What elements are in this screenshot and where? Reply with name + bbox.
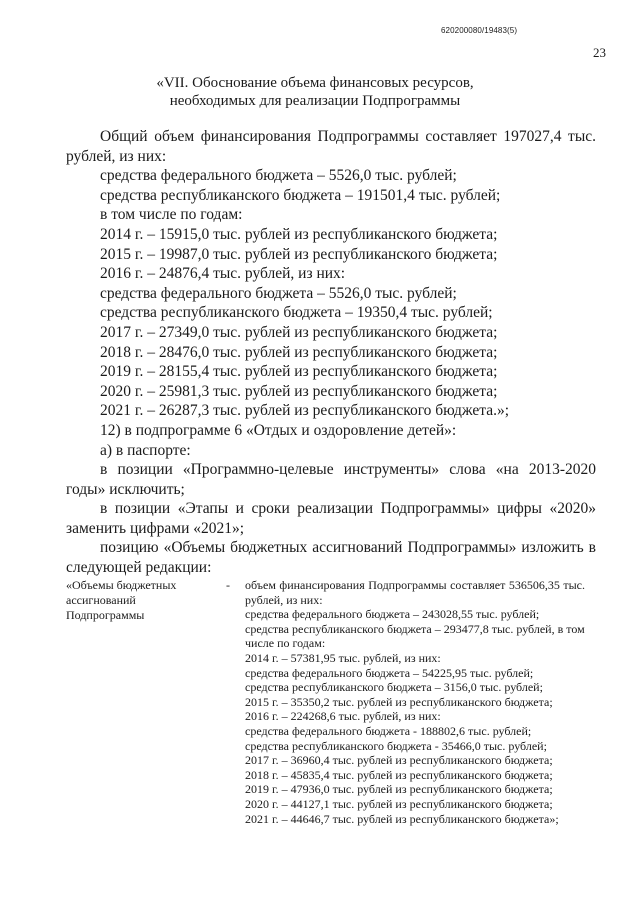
body-line: средства республиканского бюджета – 191501,4 тыс. рублей;: [100, 186, 501, 204]
body-line: средства федерального бюджета – 5526,0 тыс. рублей;: [100, 284, 457, 302]
table-line: средства федерального бюджета – 54225,95 тыс. рублей;: [245, 665, 534, 680]
table-left-label: «Объемы бюджетных ассигнований Подпрограммы: [66, 578, 177, 622]
body-line: 2020 г. – 25981,3 тыс. рублей из республиканского бюджета;: [100, 382, 498, 400]
table-line: средства республиканского бюджета – 293477,8 тыс. рублей, в том числе по годам:: [245, 621, 585, 651]
table-line: 2015 г. – 35350,2 тыс. рублей из республиканского бюджета;: [245, 694, 553, 709]
body-line: в том числе по годам:: [100, 206, 243, 224]
table-line: средства республиканского бюджета – 3156,0 тыс. рублей;: [245, 680, 543, 695]
body-line: 2018 г. – 28476,0 тыс. рублей из республиканского бюджета;: [100, 343, 498, 361]
body-line: 2017 г. – 27349,0 тыс. рублей из республиканского бюджета;: [100, 323, 498, 341]
paragraph-stages-terms: в позиции «Этапы и сроки реализации Подпрограммы» цифры «2020» заменить цифрами «2021»;: [66, 500, 596, 537]
body-line: 2015 г. – 19987,0 тыс. рублей из республиканского бюджета;: [100, 245, 498, 263]
section-title-line-2: необходимых для реализации Подпрограммы: [169, 93, 461, 109]
body-line: средства федерального бюджета – 5526,0 тыс. рублей;: [100, 167, 457, 185]
table-dash: -: [226, 578, 230, 592]
table-line: средства федерального бюджета - 188802,6 тыс. рублей;: [245, 723, 532, 738]
section-title: [100, 74, 530, 110]
table-line: 2021 г. – 44646,7 тыс. рублей из республиканского бюджета»;: [245, 811, 559, 826]
table-line: средства федерального бюджета – 243028,55 тыс. рублей;: [245, 607, 540, 622]
page-number: 23: [593, 45, 606, 60]
table-right-column: [245, 578, 585, 826]
body-line: а) в паспорте:: [100, 441, 191, 459]
body-line: средства республиканского бюджета – 19350,4 тыс. рублей;: [100, 304, 493, 322]
table-line: 2017 г. – 36960,4 тыс. рублей из республиканского бюджета;: [245, 753, 553, 768]
table-line: 2019 г. – 47936,0 тыс. рублей из республиканского бюджета;: [245, 782, 553, 797]
body-line: 2019 г. – 28155,4 тыс. рублей из республиканского бюджета;: [100, 363, 498, 381]
document-code: 620200080/19483(5): [441, 26, 518, 35]
body-line: 12) в подпрограмме 6 «Отдых и оздоровление детей»:: [100, 421, 457, 439]
paragraph-program-tools: в позиции «Программно-целевые инструменты» слова «на 2013-2020 годы» исключить;: [66, 461, 596, 498]
table-line: средства республиканского бюджета - 35466,0 тыс. рублей;: [245, 738, 547, 753]
table-line: 2016 г. – 224268,6 тыс. рублей, из них:: [245, 709, 441, 724]
table-financing-total: объем финансирования Подпрограммы составляет 536506,35 тыс. рублей, из них:: [245, 578, 585, 607]
paragraph-budget-allocations: позицию «Объемы бюджетных ассигнований Подпрограммы» изложить в следующей редакции:: [66, 539, 596, 577]
table-line: 2020 г. – 44127,1 тыс. рублей из республиканского бюджета;: [245, 796, 553, 811]
document-body: [66, 127, 596, 578]
body-line: 2016 г. – 24876,4 тыс. рублей, из них:: [100, 265, 346, 283]
paragraph-total-financing: Общий объем финансирования Подпрограммы составляет 197027,4 тыс. рублей, из них:: [66, 128, 596, 165]
table-line: 2014 г. – 57381,95 тыс. рублей, из них:: [245, 650, 441, 665]
body-line: 2021 г. – 26287,3 тыс. рублей из республиканского бюджета.»;: [100, 402, 510, 420]
table-line: 2018 г. – 45835,4 тыс. рублей из республиканского бюджета;: [245, 767, 553, 782]
body-line: 2014 г. – 15915,0 тыс. рублей из республиканского бюджета;: [100, 225, 498, 243]
section-title-line-1: «VII. Обоснование объема финансовых ресурсов,: [156, 75, 474, 91]
